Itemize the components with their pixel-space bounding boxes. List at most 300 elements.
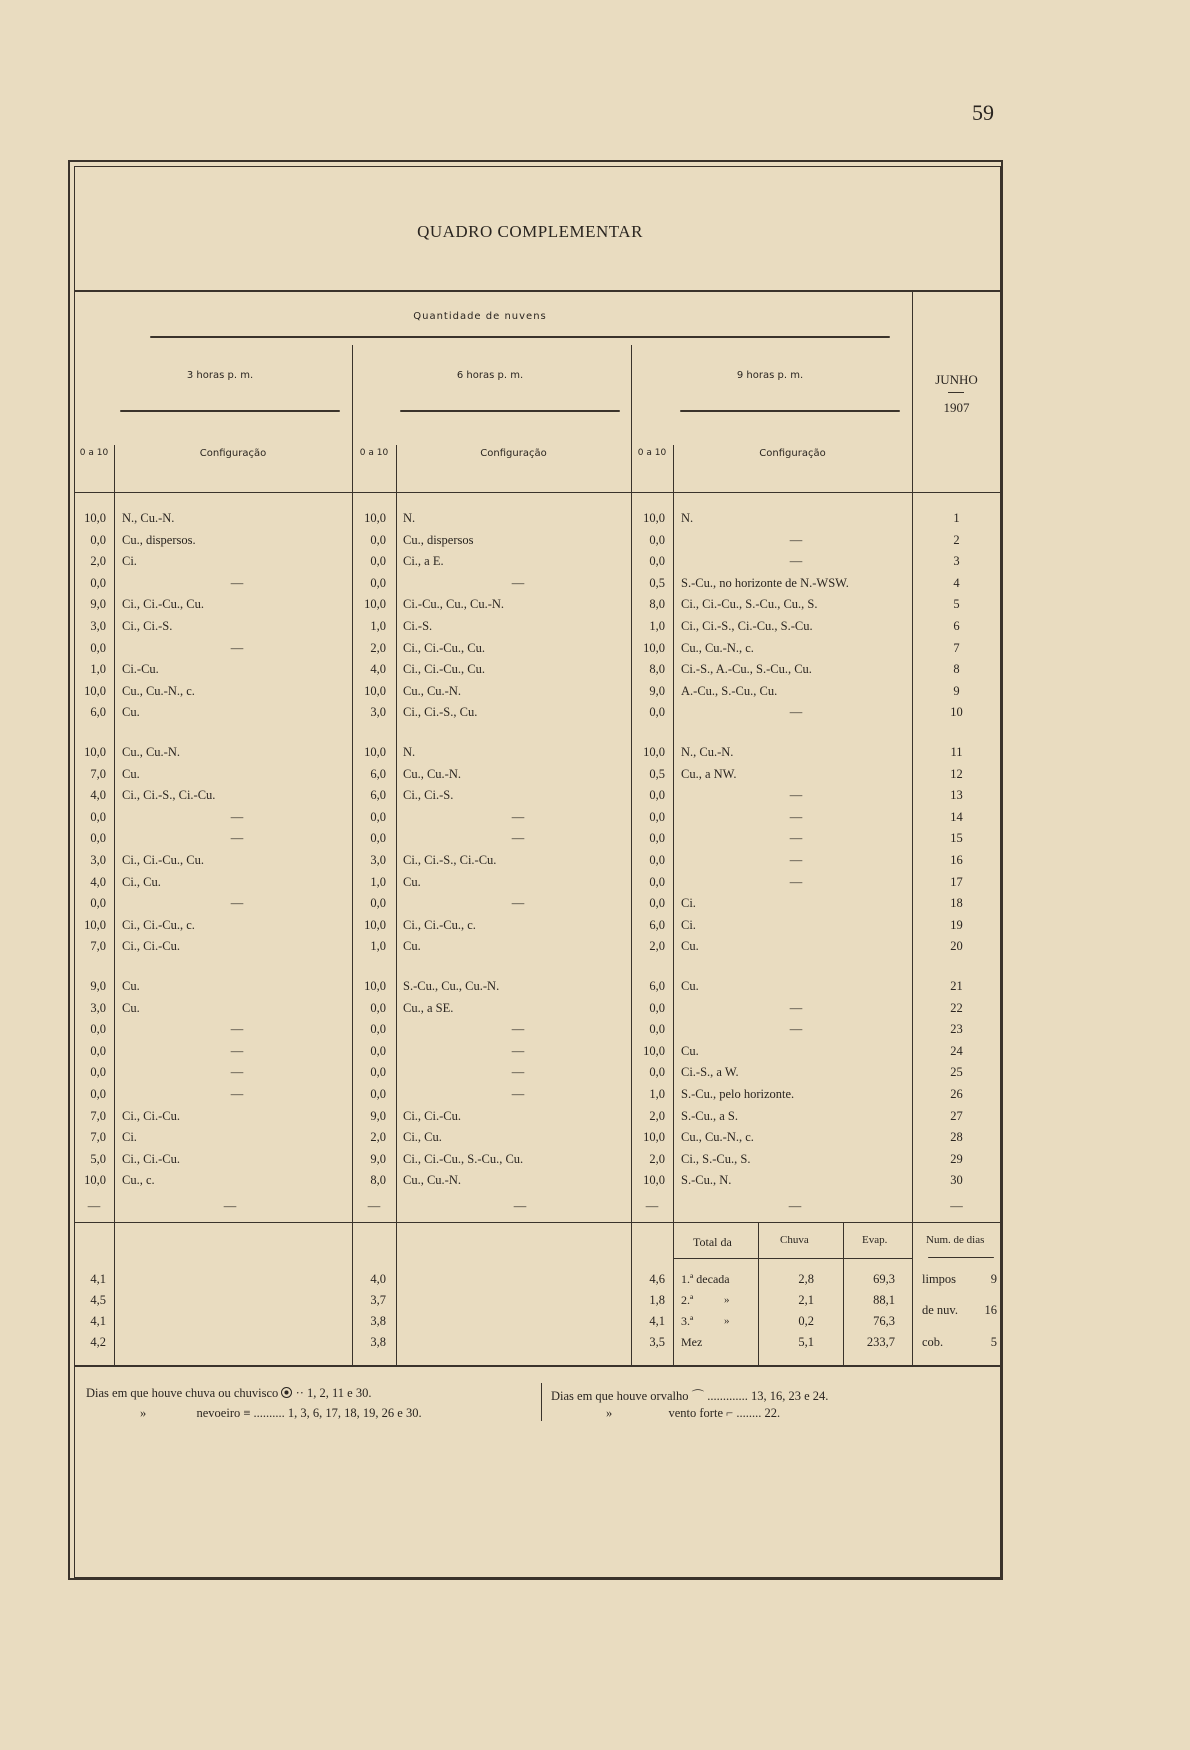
config-6pm: Ci.-Cu., Cu., Cu.-N. (403, 597, 505, 612)
dash: — (788, 1199, 802, 1213)
day-number: 1 (953, 511, 960, 525)
config-9pm: N., Cu.-N. (681, 745, 734, 759)
amount-6pm: 3,0 (370, 705, 386, 720)
footer-nevoeiro: » nevoeiro ≡ .......... 1, 3, 6, 17, 18, 19, 26 e 30. (140, 1406, 422, 1420)
config-3pm: Cu. (122, 766, 140, 781)
amount-9pm: 10,0 (643, 640, 665, 655)
config-9pm: Ci.-S., a W. (681, 1065, 739, 1080)
chuva-total: 0,2 (798, 1314, 814, 1328)
config-9pm: Cu., a NW. (681, 766, 737, 781)
amount-9pm: 0,0 (649, 532, 665, 547)
amount-3pm: 3,0 (90, 1000, 106, 1015)
evap-total: 233,7 (866, 1335, 895, 1349)
config-9pm: Ci. (681, 917, 696, 932)
day-number: 16 (950, 853, 963, 867)
amount-9pm: 0,0 (649, 831, 665, 846)
chuva-total: 5,1 (798, 1335, 814, 1349)
amount-6pm: 0,0 (370, 896, 386, 911)
amount-9pm: 0,0 (649, 896, 665, 911)
config-6pm: — (511, 575, 525, 590)
config-6pm: — (511, 831, 525, 846)
amount-3pm: 0,0 (90, 1043, 106, 1058)
config-6pm: Cu., Cu.-N. (403, 1173, 461, 1188)
day-number: 11 (950, 745, 963, 759)
nevoeiro-days: 1, 3, 6, 17, 18, 19, 26 e 30. (287, 1406, 422, 1420)
config-6pm: — (511, 1043, 525, 1058)
amount-6pm: 6,0 (370, 788, 386, 803)
day-number: 7 (953, 640, 960, 655)
evap-total: 76,3 (873, 1314, 895, 1328)
day-number: 20 (950, 939, 963, 954)
config-3pm: — (230, 1022, 244, 1037)
config-9pm: — (789, 532, 803, 547)
amount-9pm: 0,0 (649, 554, 665, 569)
config-6pm: — (511, 1087, 525, 1101)
config-9pm: — (789, 1022, 803, 1037)
chuva-total: 2,8 (798, 1272, 814, 1286)
amount-6pm: 0,0 (370, 1087, 386, 1101)
day-number: 13 (950, 788, 963, 803)
amount-9pm: 1,0 (649, 1087, 665, 1101)
config-6pm: — (511, 1022, 525, 1037)
day-number: 10 (950, 705, 963, 720)
mean-6pm: 3,8 (370, 1335, 386, 1349)
amount-3pm: 7,0 (90, 766, 106, 781)
config-3pm: Ci., Ci.-Cu. (122, 939, 180, 954)
day-number: 5 (953, 597, 960, 612)
config-9pm: S.-Cu., pelo horizonte. (681, 1087, 795, 1101)
num-dias-swash (928, 1257, 994, 1258)
nuv-label: de nuv. (922, 1303, 958, 1317)
amount-3pm: 0,0 (90, 532, 106, 547)
amount-9pm: 9,0 (649, 683, 665, 698)
config-3pm: — (230, 640, 244, 655)
config-3pm: Ci., Cu. (122, 874, 161, 889)
amount-6pm: 4,0 (370, 662, 386, 677)
amount-3pm: 3,0 (90, 619, 106, 633)
day-number: 30 (950, 1173, 963, 1188)
config-6pm: Cu., a SE. (403, 1000, 454, 1015)
decade-label: 1.ª decada (681, 1272, 730, 1286)
amount-3pm: 10,0 (84, 683, 106, 698)
footer-rule (541, 1383, 542, 1421)
config-3pm: Cu. (122, 705, 140, 720)
config-6pm: Ci., a E. (403, 554, 444, 569)
rule-title-bottom (74, 290, 1001, 292)
summary-header-rule (673, 1258, 912, 1259)
amount-6pm: 9,0 (370, 1108, 386, 1123)
amount-9pm: 8,0 (649, 662, 665, 677)
mean-6pm: 3,7 (370, 1293, 386, 1307)
config-9pm: A.-Cu., S.-Cu., Cu. (681, 683, 778, 698)
amount-9pm: 0,0 (649, 874, 665, 889)
cob-label: cob. (922, 1335, 944, 1349)
config-3pm: Cu., Cu.-N., c. (122, 683, 195, 698)
ditto-mark: » (724, 1315, 730, 1327)
amount-6pm: 10,0 (364, 745, 386, 759)
nuv-value: 16 (984, 1303, 997, 1317)
orvalho-days: 13, 16, 23 e 24. (750, 1389, 829, 1403)
summary-hdr-chuva: Chuva (780, 1234, 809, 1246)
period-6pm: 6 horas p. m. (456, 370, 524, 381)
dash: — (223, 1199, 237, 1213)
config-9pm: — (789, 831, 803, 846)
day-number: 23 (950, 1022, 963, 1037)
config-6pm: Ci., Ci.-Cu., Cu. (403, 662, 485, 677)
amount-9pm: 10,0 (643, 745, 665, 759)
config-3pm: Ci., Ci.-S. (122, 619, 173, 633)
ditto-mark: » (606, 1406, 613, 1420)
col-config-header: Configuração (759, 448, 826, 459)
config-3pm: — (230, 1043, 244, 1058)
day-number: 8 (953, 662, 960, 677)
vento-text: vento forte (668, 1406, 723, 1420)
ditto-mark: » (724, 1294, 730, 1306)
amount-6pm: 10,0 (364, 597, 386, 612)
amount-3pm: 0,0 (90, 640, 106, 655)
config-3pm: Cu. (122, 1000, 140, 1015)
rule-table-bottom (74, 1365, 1001, 1367)
config-9pm: — (789, 554, 803, 569)
config-3pm: Ci., Ci.-Cu., c. (122, 917, 195, 932)
vento-days: 22. (764, 1406, 781, 1420)
config-9pm: Cu., Cu.-N., c. (681, 640, 754, 655)
period-swash (680, 410, 900, 412)
amount-3pm: 0,0 (90, 575, 106, 590)
day-number: 4 (953, 575, 960, 590)
header-swash (150, 336, 890, 338)
nevoeiro-icon: ≡ (243, 1406, 251, 1420)
config-6pm: Cu., dispersos (403, 532, 474, 547)
mean-9pm: 3,5 (649, 1335, 665, 1349)
amount-9pm: 0,0 (649, 853, 665, 867)
config-3pm: Cu., Cu.-N. (122, 745, 180, 759)
amount-3pm: 0,0 (90, 1022, 106, 1037)
config-9pm: — (789, 853, 803, 867)
decade-label: 3.ª (681, 1314, 694, 1328)
amount-6pm: 1,0 (370, 874, 386, 889)
amount-9pm: 0,0 (649, 788, 665, 803)
ditto-mark: » (140, 1406, 147, 1420)
config-9pm: Ci., Ci.-S., Ci.-Cu., S.-Cu. (681, 619, 813, 633)
config-6pm: S.-Cu., Cu., Cu.-N. (403, 979, 500, 993)
config-9pm: Ci., S.-Cu., S. (681, 1151, 751, 1166)
day-number: 14 (950, 809, 963, 824)
amount-9pm: 0,0 (649, 705, 665, 720)
day-number: 3 (953, 554, 960, 569)
mean-3pm: 4,1 (90, 1314, 106, 1328)
amount-9pm: 0,0 (649, 809, 665, 824)
day-number: 9 (953, 683, 960, 698)
config-9pm: — (789, 874, 803, 889)
col-config-header: Configuração (480, 448, 547, 459)
day-number: 25 (950, 1065, 963, 1080)
num-dias-header: Num. de dias (926, 1234, 985, 1246)
config-6pm: N. (403, 745, 416, 759)
mean-9pm: 1,8 (649, 1293, 665, 1307)
config-3pm: — (230, 1087, 244, 1101)
config-6pm: Ci., Ci.-Cu., S.-Cu., Cu. (403, 1151, 524, 1166)
col-amount-header: 0 a 10 (79, 448, 109, 458)
amount-9pm: 0,0 (649, 1000, 665, 1015)
config-3pm: Ci., Ci.-Cu. (122, 1108, 180, 1123)
rule-summary-top (74, 1222, 1001, 1223)
amount-6pm: 10,0 (364, 511, 386, 525)
config-6pm: Ci.-S. (403, 619, 433, 633)
day-number: 24 (950, 1043, 963, 1058)
amount-6pm: 6,0 (370, 766, 386, 781)
footer-vento: » vento forte ⌐ ........ 22. (606, 1406, 781, 1420)
amount-6pm: 2,0 (370, 640, 386, 655)
day-number: 26 (950, 1087, 963, 1101)
amount-3pm: 4,0 (90, 788, 106, 803)
config-6pm: — (511, 896, 525, 911)
config-9pm: Cu. (681, 979, 699, 993)
amount-6pm: 0,0 (370, 831, 386, 846)
config-9pm: Cu. (681, 939, 699, 954)
amount-6pm: 10,0 (364, 683, 386, 698)
amount-3pm: 7,0 (90, 1130, 106, 1145)
mean-9pm: 4,1 (649, 1314, 665, 1328)
amount-3pm: 2,0 (90, 554, 106, 569)
config-3pm: Cu. (122, 979, 140, 993)
config-3pm: Ci. (122, 554, 137, 569)
period-3pm: 3 horas p. m. (186, 370, 254, 381)
config-9pm: S.-Cu., N. (681, 1173, 732, 1188)
config-9pm: Ci., Ci.-Cu., S.-Cu., Cu., S. (681, 597, 818, 612)
amount-9pm: 2,0 (649, 1151, 665, 1166)
config-6pm: — (511, 809, 525, 824)
month-rule (948, 392, 964, 393)
config-3pm: N., Cu.-N. (122, 511, 175, 525)
config-6pm: — (511, 1065, 525, 1080)
config-3pm: Cu., c. (122, 1173, 155, 1188)
amount-9pm: 6,0 (649, 917, 665, 932)
dash: — (367, 1199, 381, 1213)
amount-9pm: 0,5 (649, 766, 665, 781)
config-3pm: — (230, 575, 244, 590)
month-label: JUNHO (935, 372, 978, 387)
config-9pm: S.-Cu., no horizonte de N.-WSW. (681, 575, 849, 590)
config-6pm: Cu., Cu.-N. (403, 683, 461, 698)
amount-3pm: 6,0 (90, 705, 106, 720)
amount-6pm: 1,0 (370, 619, 386, 633)
amount-9pm: 1,0 (649, 619, 665, 633)
nevoeiro-text: nevoeiro (196, 1406, 241, 1420)
config-6pm: Ci., Ci.-S., Cu. (403, 705, 478, 720)
cob-value: 5 (990, 1335, 997, 1349)
orvalho-text: Dias em que houve orvalho (551, 1389, 689, 1403)
amount-3pm: 0,0 (90, 1087, 106, 1101)
col-amount-header: 0 a 10 (637, 448, 667, 458)
chuva-text: Dias em que houve chuva ou chuvisco (86, 1386, 279, 1400)
amount-3pm: 9,0 (90, 597, 106, 612)
mean-6pm: 3,8 (370, 1314, 386, 1328)
day-number: 21 (950, 979, 963, 993)
amount-6pm: 0,0 (370, 1043, 386, 1058)
year-label: 1907 (943, 400, 970, 415)
amount-3pm: 10,0 (84, 1173, 106, 1188)
amount-9pm: 0,5 (649, 575, 665, 590)
period-9pm: 9 horas p. m. (736, 370, 804, 381)
config-3pm: — (230, 896, 244, 911)
config-9pm: — (789, 1000, 803, 1015)
config-6pm: Ci., Cu. (403, 1130, 442, 1145)
amount-9pm: 10,0 (643, 511, 665, 525)
config-9pm: — (789, 809, 803, 824)
amount-6pm: 0,0 (370, 1022, 386, 1037)
amount-9pm: 2,0 (649, 1108, 665, 1123)
amount-3pm: 5,0 (90, 1151, 106, 1166)
amount-9pm: 2,0 (649, 939, 665, 954)
amount-6pm: 8,0 (370, 1173, 386, 1188)
amount-6pm: 0,0 (370, 1000, 386, 1015)
config-6pm: N. (403, 511, 416, 525)
dash: — (513, 1199, 527, 1213)
amount-3pm: 0,0 (90, 831, 106, 846)
config-3pm: — (230, 831, 244, 846)
config-3pm: Cu., dispersos. (122, 532, 196, 547)
config-6pm: Cu. (403, 874, 421, 889)
day-number: 2 (953, 532, 960, 547)
day-number: 6 (953, 619, 960, 633)
config-9pm: Ci.-S., A.-Cu., S.-Cu., Cu. (681, 662, 812, 677)
summary-hdr-total: Total da (693, 1235, 732, 1249)
amount-3pm: 1,0 (90, 662, 106, 677)
orvalho-icon: ⌒ (691, 1389, 705, 1403)
amount-6pm: 10,0 (364, 917, 386, 932)
amount-3pm: 4,0 (90, 874, 106, 889)
day-number: 17 (950, 874, 963, 889)
period-swash (120, 410, 340, 412)
day-number: 28 (950, 1130, 963, 1145)
chuvisco-icon (281, 1387, 292, 1398)
amount-6pm: 9,0 (370, 1151, 386, 1166)
config-3pm: — (230, 809, 244, 824)
config-9pm: — (789, 788, 803, 803)
limpos-value: 9 (990, 1272, 997, 1286)
amount-3pm: 0,0 (90, 1065, 106, 1080)
amount-6pm: 1,0 (370, 939, 386, 954)
amount-9pm: 10,0 (643, 1173, 665, 1188)
mean-3pm: 4,5 (90, 1293, 106, 1307)
day-number: 19 (950, 917, 963, 932)
config-9pm: Ci. (681, 896, 696, 911)
day-number: 18 (950, 896, 963, 911)
mean-6pm: 4,0 (370, 1272, 386, 1286)
amount-9pm: 0,0 (649, 1065, 665, 1080)
limpos-label: limpos (922, 1272, 957, 1286)
col-config-header: Configuração (199, 448, 267, 459)
config-6pm: Ci., Ci.-Cu., c. (403, 917, 476, 932)
amount-3pm: 7,0 (90, 1108, 106, 1123)
config-6pm: Cu., Cu.-N. (403, 766, 461, 781)
decade-label: 2.ª (681, 1293, 694, 1307)
amount-6pm: 0,0 (370, 532, 386, 547)
config-6pm: Ci., Ci.-S. (403, 788, 454, 803)
amount-9pm: 8,0 (649, 597, 665, 612)
amount-9pm: 10,0 (643, 1130, 665, 1145)
footer-orvalho: Dias em que houve orvalho ⌒ ............. 13, 16, 23 e 24. (551, 1389, 829, 1403)
config-6pm: Ci., Ci.-Cu., Cu. (403, 640, 485, 655)
dash: — (950, 1199, 963, 1213)
config-3pm: Ci.-Cu. (122, 662, 159, 677)
config-6pm: Ci., Ci.-S., Ci.-Cu. (403, 853, 497, 867)
mean-3pm: 4,2 (90, 1335, 106, 1349)
col-amount-header: 0 a 10 (359, 448, 389, 458)
day-number: 29 (950, 1151, 963, 1166)
decade-label: Mez (681, 1335, 703, 1349)
config-3pm: Ci., Ci.-Cu., Cu. (122, 597, 204, 612)
evap-total: 88,1 (873, 1293, 895, 1307)
col-rule (396, 445, 397, 1365)
amount-3pm: 0,0 (90, 896, 106, 911)
summary-hdr-evap: Evap. (862, 1234, 888, 1246)
amount-3pm: 3,0 (90, 853, 106, 867)
period-swash (400, 410, 620, 412)
chuva-total: 2,1 (798, 1293, 814, 1307)
day-number: 27 (950, 1108, 963, 1123)
amount-6pm: 0,0 (370, 1065, 386, 1080)
vento-icon: ⌐ (726, 1406, 734, 1420)
config-9pm: Cu., Cu.-N., c. (681, 1130, 754, 1145)
amount-3pm: 9,0 (90, 979, 106, 993)
config-3pm: — (230, 1065, 244, 1080)
day-number: 22 (950, 1000, 963, 1015)
page-number: 59 (972, 100, 994, 125)
amount-3pm: 7,0 (90, 939, 106, 954)
config-6pm: Ci., Ci.-Cu. (403, 1108, 461, 1123)
config-9pm: Cu. (681, 1043, 699, 1058)
amount-3pm: 10,0 (84, 745, 106, 759)
col-rule (114, 445, 115, 1365)
amount-9pm: 0,0 (649, 1022, 665, 1037)
config-6pm: Cu. (403, 939, 421, 954)
chuva-days: 1, 2, 11 e 30. (307, 1386, 372, 1400)
group-header: Quantidade de nuvens (413, 311, 547, 322)
day-number: 12 (950, 766, 963, 781)
config-3pm: Ci., Ci.-S., Ci.-Cu. (122, 788, 216, 803)
amount-9pm: 6,0 (649, 979, 665, 993)
amount-6pm: 3,0 (370, 853, 386, 867)
footer-chuva-label: Dias em que houve chuva ou chuvisco ·· 1, 2, 11 e 30. (86, 1386, 372, 1400)
page-title: QUADRO COMPLEMENTAR (417, 222, 643, 241)
config-3pm: Ci. (122, 1130, 137, 1145)
config-3pm: Ci., Ci.-Cu., Cu. (122, 853, 204, 867)
amount-6pm: 0,0 (370, 809, 386, 824)
day-number: 15 (950, 831, 963, 846)
amount-3pm: 0,0 (90, 809, 106, 824)
amount-6pm: 0,0 (370, 554, 386, 569)
evap-total: 69,3 (873, 1272, 895, 1286)
mean-3pm: 4,1 (90, 1272, 106, 1286)
mean-9pm: 4,6 (649, 1272, 665, 1286)
rule-header-bottom (74, 492, 1001, 493)
config-9pm: N. (681, 511, 694, 525)
col-rule (673, 445, 674, 1365)
dash: — (645, 1199, 659, 1213)
config-3pm: Ci., Ci.-Cu. (122, 1151, 180, 1166)
amount-6pm: 0,0 (370, 575, 386, 590)
dash: — (87, 1199, 101, 1213)
amount-6pm: 2,0 (370, 1130, 386, 1145)
config-9pm: — (789, 705, 803, 720)
amount-9pm: 10,0 (643, 1043, 665, 1058)
config-9pm: S.-Cu., a S. (681, 1108, 738, 1123)
amount-6pm: 10,0 (364, 979, 386, 993)
amount-3pm: 10,0 (84, 511, 106, 525)
amount-3pm: 10,0 (84, 917, 106, 932)
